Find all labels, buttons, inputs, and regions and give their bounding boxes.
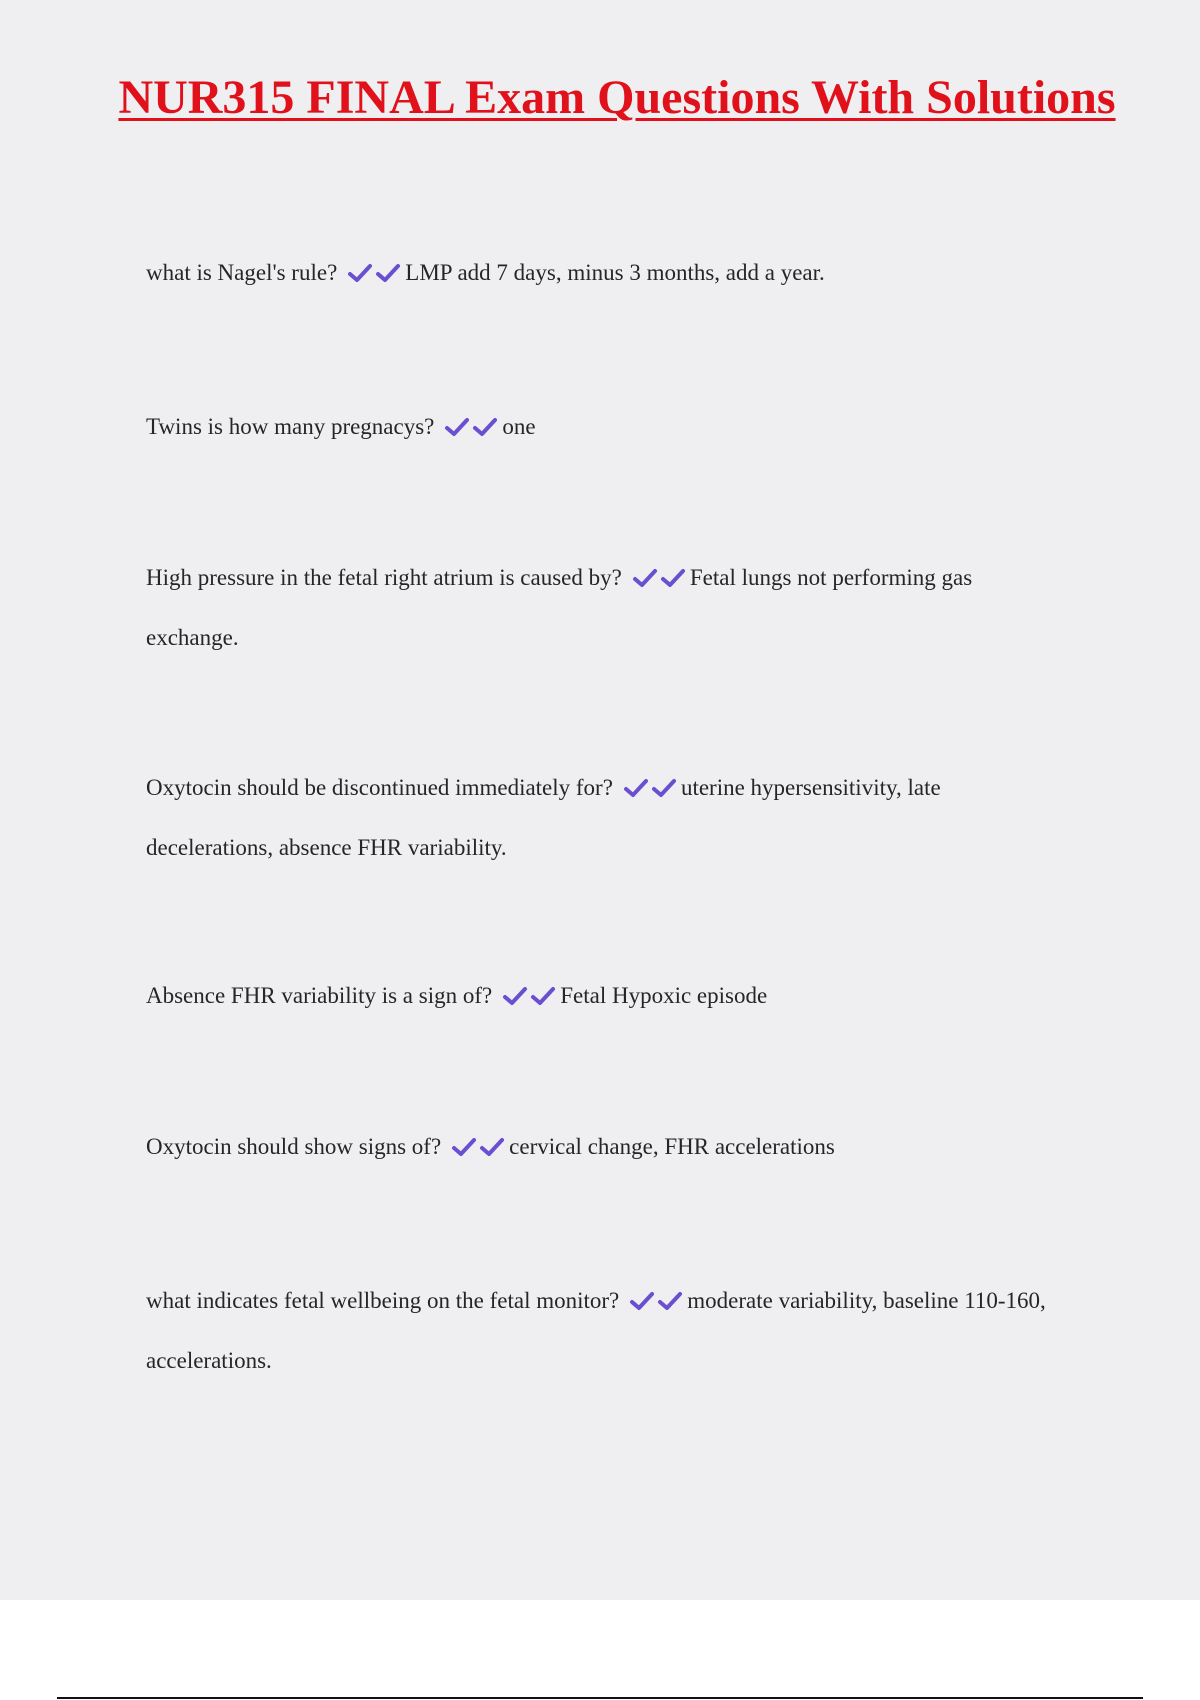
qa-item-1	[146, 243, 1066, 303]
check-icon	[347, 262, 373, 284]
qa-item-4	[146, 758, 1066, 878]
check-icon	[451, 1136, 477, 1158]
document-title: NUR315 FINAL Exam Questions With Solutions	[118, 71, 1116, 124]
question-text: High pressure in the fetal right atrium is caused by?	[146, 565, 622, 590]
check-icon	[444, 416, 470, 438]
answer-text: cervical change, FHR accelerations	[509, 1134, 835, 1159]
check-icon	[623, 777, 649, 799]
answer-text: uterine hypersensitivity, late decelerations, absence FHR variability.	[146, 775, 941, 860]
check-icon	[657, 1290, 683, 1312]
answer-text: one	[502, 414, 536, 439]
answer-text: LMP add 7 days, minus 3 months, add a year.	[405, 260, 825, 285]
question-text: Oxytocin should be discontinued immediately for?	[146, 775, 613, 800]
answer-text: Fetal lungs not performing gas exchange.	[146, 565, 973, 650]
qa-item-7	[146, 1271, 1066, 1391]
question-text: what indicates fetal wellbeing on the fetal monitor?	[146, 1288, 620, 1313]
check-icon	[660, 567, 686, 589]
qa-item-3	[146, 548, 1066, 668]
answer-text: moderate variability, baseline 110-160, accelerations.	[146, 1288, 1046, 1373]
check-icon	[472, 416, 498, 438]
question-text: Oxytocin should show signs of?	[146, 1134, 442, 1159]
qa-item-2	[146, 397, 1066, 457]
check-icon	[632, 567, 658, 589]
check-icon	[530, 985, 556, 1007]
answer-text: Fetal Hypoxic episode	[560, 983, 768, 1008]
question-text: Twins is how many pregnacys?	[146, 414, 435, 439]
check-icon	[479, 1136, 505, 1158]
qa-item-6	[146, 1117, 1066, 1177]
qa-item-5	[146, 966, 1066, 1026]
footer-divider	[57, 1697, 1143, 1699]
question-text: what is Nagel's rule?	[146, 260, 338, 285]
question-text: Absence FHR variability is a sign of?	[146, 983, 493, 1008]
check-icon	[629, 1290, 655, 1312]
check-icon	[502, 985, 528, 1007]
check-icon	[651, 777, 677, 799]
check-icon	[375, 262, 401, 284]
